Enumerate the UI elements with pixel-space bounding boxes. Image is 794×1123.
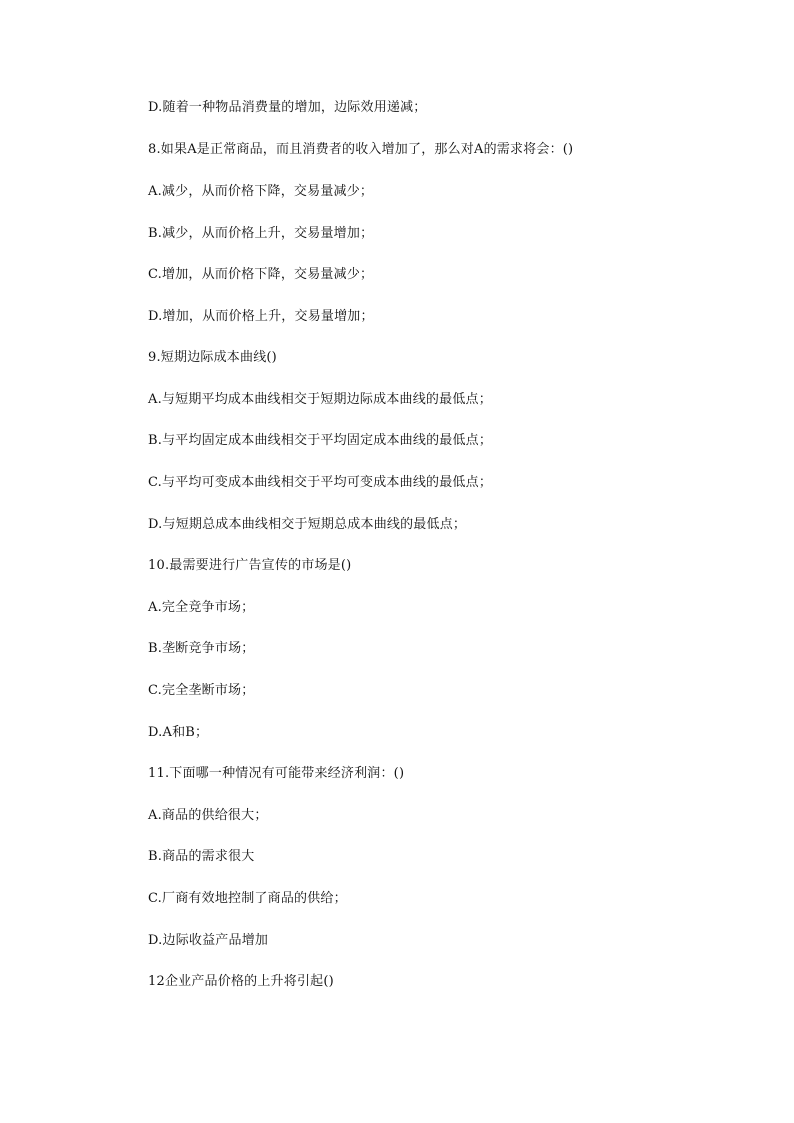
option-8d: D.增加，从而价格上升，交易量增加； bbox=[148, 309, 374, 324]
option-7d: D.随着一种物品消费量的增加，边际效用递减； bbox=[148, 100, 427, 115]
option-10b: B.垄断竞争市场； bbox=[148, 641, 255, 656]
question-10: 10.最需要进行广告宣传的市场是() bbox=[148, 558, 352, 573]
option-9a: A.与短期平均成本曲线相交于短期边际成本曲线的最低点； bbox=[148, 392, 492, 407]
option-11c: C.厂商有效地控制了商品的供给； bbox=[148, 891, 347, 906]
option-10c: C.完全垄断市场； bbox=[148, 683, 255, 698]
option-8c: C.增加，从而价格下降，交易量减少； bbox=[148, 267, 374, 282]
option-10d: D.A和B； bbox=[148, 725, 209, 740]
question-8: 8.如果A是正常商品，而且消费者的收入增加了，那么对A的需求将会：() bbox=[148, 142, 574, 157]
question-9: 9.短期边际成本曲线() bbox=[148, 350, 277, 365]
question-12: 12企业产品价格的上升将引起() bbox=[148, 974, 334, 989]
option-11b: B.商品的需求很大 bbox=[148, 849, 255, 864]
option-9b: B.与平均固定成本曲线相交于平均固定成本曲线的最低点； bbox=[148, 433, 493, 448]
option-8b: B.减少，从而价格上升，交易量增加； bbox=[148, 226, 374, 241]
option-8a: A.减少，从而价格下降，交易量减少； bbox=[148, 184, 374, 199]
option-11d: D.边际收益产品增加 bbox=[148, 933, 269, 948]
option-9d: D.与短期总成本曲线相交于短期总成本曲线的最低点； bbox=[148, 517, 467, 532]
option-11a: A.商品的供给很大； bbox=[148, 808, 268, 823]
option-9c: C.与平均可变成本曲线相交于平均可变成本曲线的最低点； bbox=[148, 475, 493, 490]
question-11: 11.下面哪一种情况有可能带来经济利润：() bbox=[148, 766, 405, 781]
option-10a: A.完全竞争市场； bbox=[148, 600, 255, 615]
